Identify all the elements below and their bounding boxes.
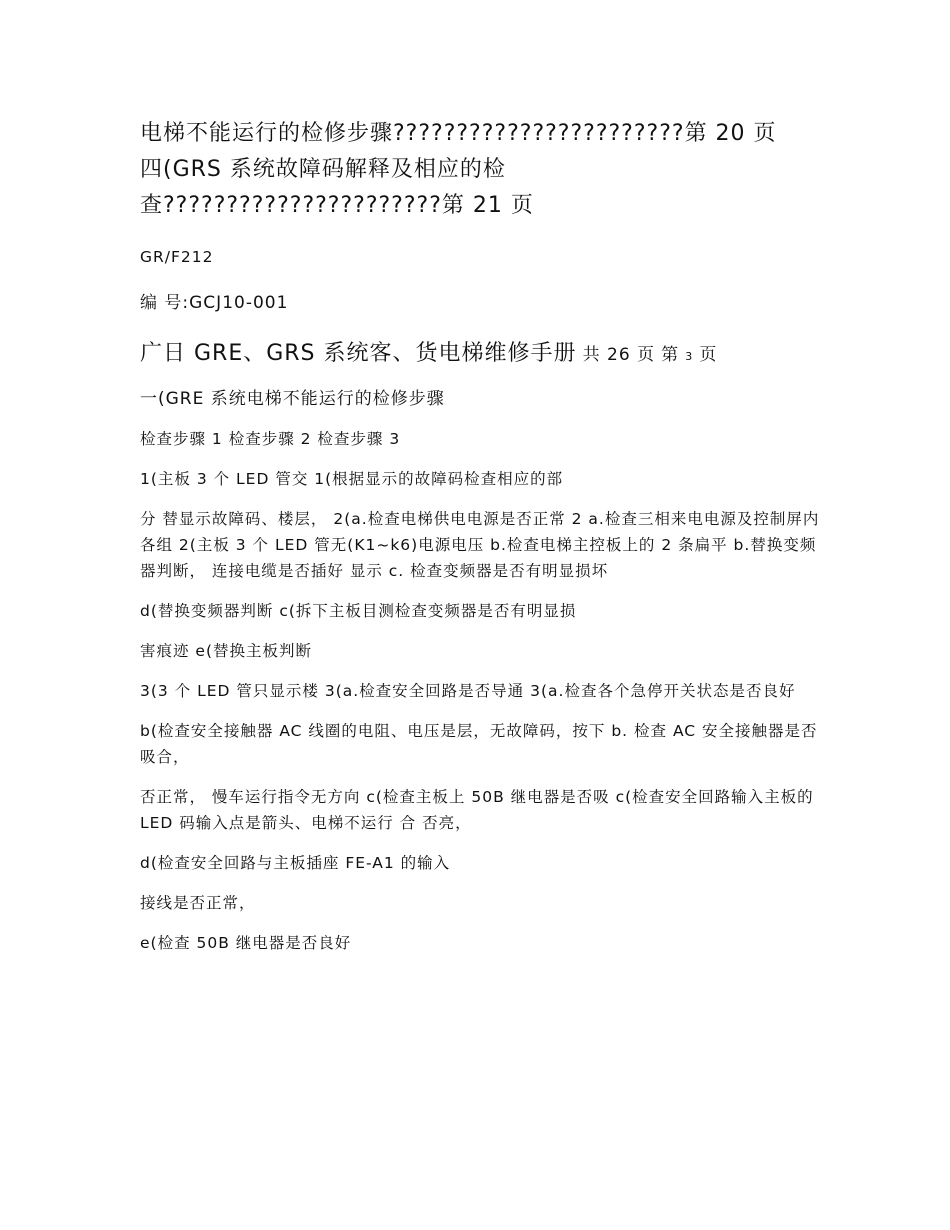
manual-pages-total: 共 26 页 [582,345,656,365]
manual-page-suffix: 页 [699,345,718,365]
doc-code: GR/F212 [140,248,214,266]
section-heading: 一(GRE 系统电梯不能运行的检修步骤 [140,389,445,409]
paragraph: 害痕迹 e(替换主板判断 [140,642,313,660]
paragraph: b(检查安全接触器 AC 线圈的电阻、电压是层，无故障码，按下 b. 检查 AC 安全接触器是否吸合， [140,722,818,766]
manual-title: 广日 GRE、GRS 系统客、货电梯维修手册 [140,341,577,366]
paragraph: 1(主板 3 个 LED 管交 1(根据显示的故障码检查相应的部 [140,470,564,488]
toc-line-1: 电梯不能运行的检修步骤???????????????????????第 20 页 [140,121,777,146]
document-page [140,116,820,956]
paragraph: e(检查 50B 继电器是否良好 [140,934,352,952]
toc-line-2: 四(GRS 系统故障码解释及相应的检 [140,157,506,182]
manual-page-prefix: 第 [661,345,680,365]
paragraph: d(检查安全回路与主板插座 FE-A1 的输入 [140,854,451,872]
paragraph: 分 替显示故障码、楼层， 2(a.检查电梯供电电源是否正常 2 a.检查三相来电电源及控制屏内各组 2(主板 3 个 LED 管无(K1~k6)电源电压 b.检查电梯主控板上的 2 条扁平 b.替换变频器判断， 连接电缆是否插好 显示 c. 检查变频器是否有明显损坏 [140,510,820,580]
manual-header [140,336,820,372]
paragraph: d(替换变频器判断 c(拆下主板目测检查变频器是否有明显损 [140,602,577,620]
toc-line-3: 查??????????????????????第 21 页 [140,193,534,218]
manual-page-number: 3 [685,350,694,363]
paragraph: 3(3 个 LED 管只显示楼 3(a.检查安全回路是否导通 3(a.检查各个急停开关状态是否良好 [140,682,796,700]
paragraph: 接线是否正常， [140,894,256,912]
serial-number: 编 号:GCJ10-001 [140,293,289,313]
steps-header: 检查步骤 1 检查步骤 2 检查步骤 3 [140,430,401,448]
paragraph: 否正常， 慢车运行指令无方向 c(检查主板上 50B 继电器是否吸 c(检查安全回路输入主板的 LED 码输入点是箭头、电梯不运行 合 否亮， [140,788,814,832]
